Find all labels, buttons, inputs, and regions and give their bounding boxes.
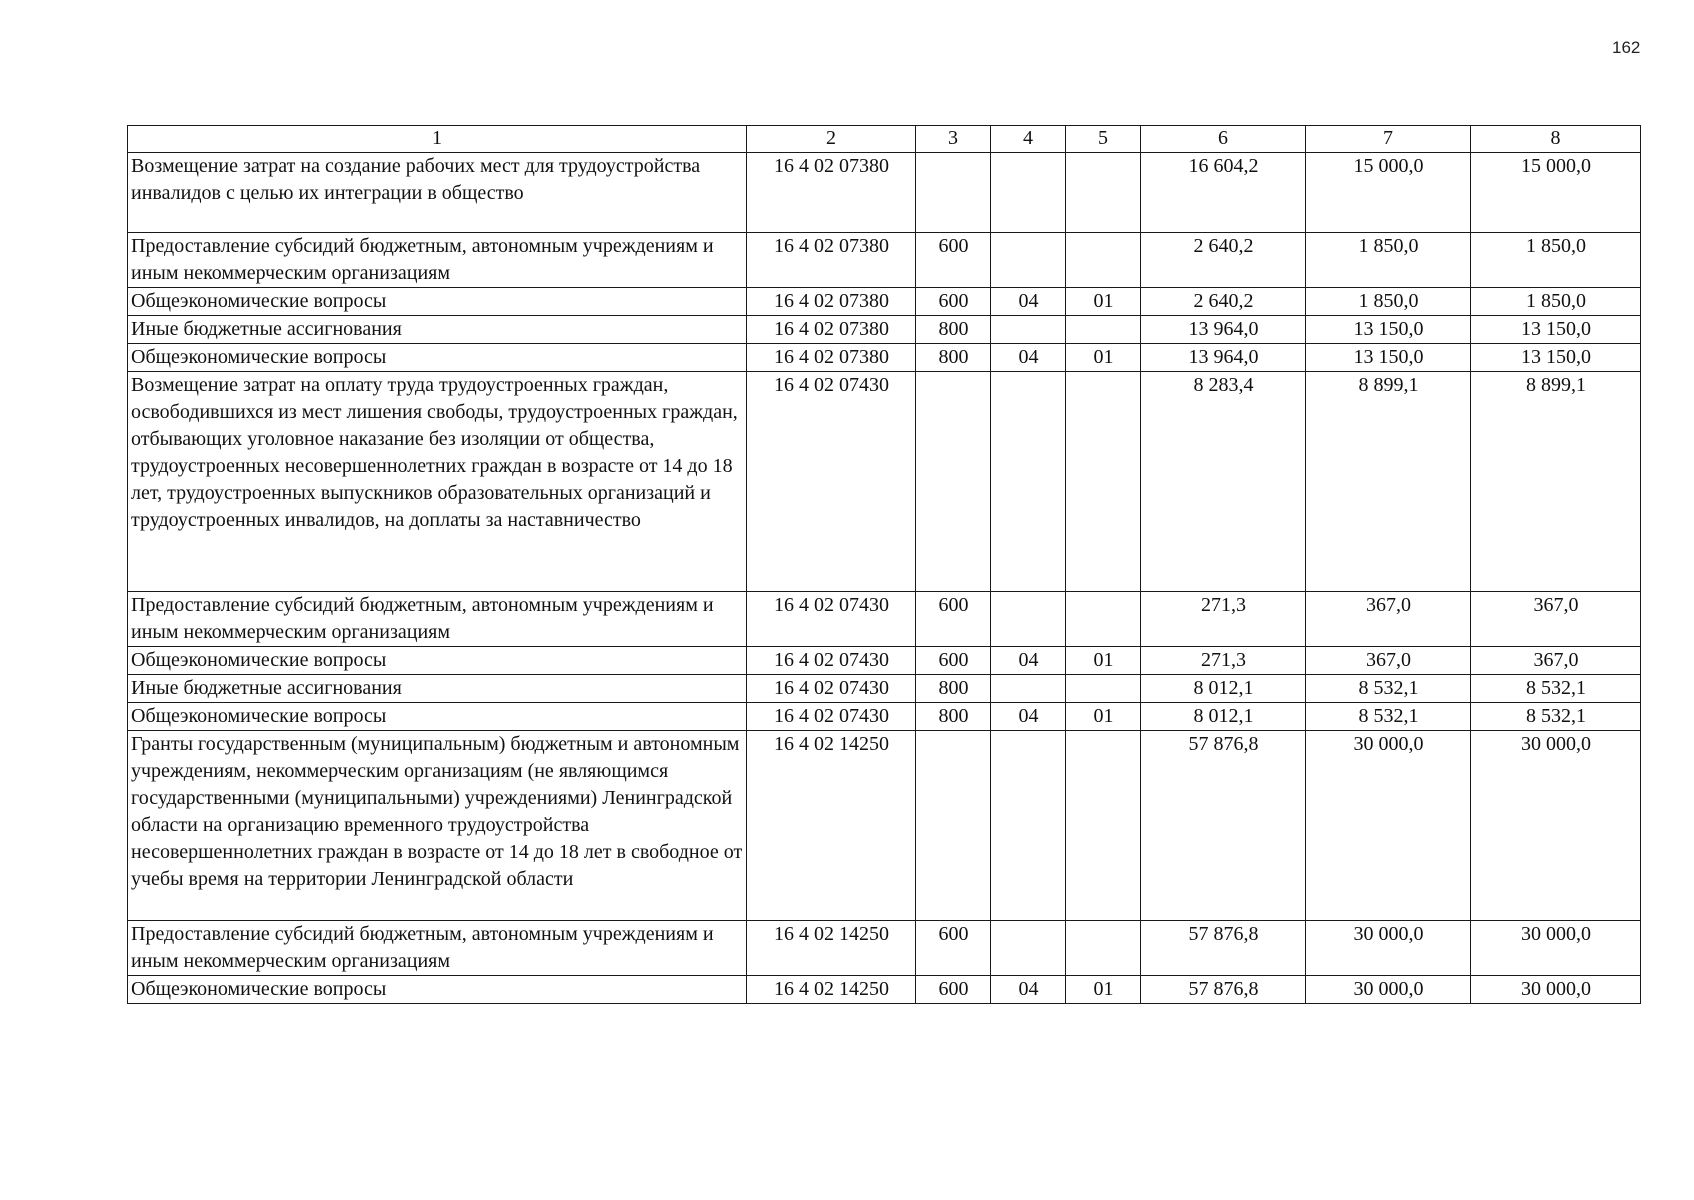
table-row <box>128 372 1641 592</box>
row-name: Иные бюджетные ассигнования <box>128 316 747 344</box>
subsection-code <box>1066 316 1141 344</box>
subsection-code <box>1066 233 1141 288</box>
amount-col-7: 8 899,1 <box>1306 372 1471 592</box>
amount-col-8: 1 850,0 <box>1471 233 1641 288</box>
expense-type-code: 600 <box>916 233 991 288</box>
amount-col-8: 15 000,0 <box>1471 153 1641 233</box>
table-row <box>128 675 1641 703</box>
table-row <box>128 344 1641 372</box>
table-row <box>128 592 1641 647</box>
amount-col-7: 13 150,0 <box>1306 316 1471 344</box>
column-header: 5 <box>1066 126 1141 153</box>
amount-col-7: 367,0 <box>1306 647 1471 675</box>
target-article-code: 16 4 02 07430 <box>747 703 916 731</box>
row-name: Возмещение затрат на оплату труда трудоустроенных граждан, освободившихся из мест лишения свободы, трудоустроенных граждан, отбывающих уголовное наказание без изоляции от общества, трудоустроенных несовершеннолетних граждан в возрасте от 14 до 18 лет, трудоустроенных выпускников образовательных организаций и трудоустроенных инвалидов, на доплаты за наставничество <box>128 372 747 592</box>
expense-type-code <box>916 372 991 592</box>
table-row <box>128 731 1641 921</box>
amount-col-6: 271,3 <box>1141 592 1306 647</box>
expense-type-code: 600 <box>916 921 991 976</box>
subsection-code <box>1066 372 1141 592</box>
amount-col-8: 367,0 <box>1471 647 1641 675</box>
target-article-code: 16 4 02 07380 <box>747 153 916 233</box>
amount-col-7: 8 532,1 <box>1306 675 1471 703</box>
row-name: Общеэкономические вопросы <box>128 703 747 731</box>
subsection-code: 01 <box>1066 976 1141 1004</box>
amount-col-6: 8 012,1 <box>1141 675 1306 703</box>
table-row <box>128 647 1641 675</box>
table-row <box>128 153 1641 233</box>
section-code <box>991 233 1066 288</box>
row-name: Общеэкономические вопросы <box>128 288 747 316</box>
amount-col-6: 57 876,8 <box>1141 976 1306 1004</box>
table-row <box>128 316 1641 344</box>
section-code: 04 <box>991 703 1066 731</box>
column-header: 8 <box>1471 126 1641 153</box>
subsection-code <box>1066 153 1141 233</box>
section-code: 04 <box>991 288 1066 316</box>
expense-type-code: 600 <box>916 976 991 1004</box>
amount-col-7: 8 532,1 <box>1306 703 1471 731</box>
amount-col-6: 8 012,1 <box>1141 703 1306 731</box>
expense-type-code: 800 <box>916 703 991 731</box>
row-name: Гранты государственным (муниципальным) бюджетным и автономным учреждениям, некоммерческим организациям (не являющимся государственными (муниципальными) учреждениями) Ленинградской области на организацию временного трудоустройства несовершеннолетних граждан в возрасте от 14 до 18 лет в свободное от учебы время на территории Ленинградской области <box>128 731 747 921</box>
subsection-code: 01 <box>1066 703 1141 731</box>
column-header: 7 <box>1306 126 1471 153</box>
amount-col-7: 30 000,0 <box>1306 731 1471 921</box>
section-code <box>991 372 1066 592</box>
section-code <box>991 921 1066 976</box>
header-row <box>128 126 1641 153</box>
amount-col-6: 8 283,4 <box>1141 372 1306 592</box>
target-article-code: 16 4 02 07380 <box>747 344 916 372</box>
table-row <box>128 921 1641 976</box>
amount-col-6: 57 876,8 <box>1141 921 1306 976</box>
section-code <box>991 592 1066 647</box>
row-name: Общеэкономические вопросы <box>128 344 747 372</box>
amount-col-6: 13 964,0 <box>1141 316 1306 344</box>
amount-col-8: 8 899,1 <box>1471 372 1641 592</box>
section-code <box>991 316 1066 344</box>
subsection-code <box>1066 675 1141 703</box>
amount-col-8: 13 150,0 <box>1471 344 1641 372</box>
amount-col-6: 57 876,8 <box>1141 731 1306 921</box>
target-article-code: 16 4 02 07380 <box>747 316 916 344</box>
subsection-code: 01 <box>1066 344 1141 372</box>
row-name: Общеэкономические вопросы <box>128 976 747 1004</box>
amount-col-6: 16 604,2 <box>1141 153 1306 233</box>
target-article-code: 16 4 02 07380 <box>747 288 916 316</box>
section-code: 04 <box>991 647 1066 675</box>
section-code: 04 <box>991 976 1066 1004</box>
amount-col-8: 30 000,0 <box>1471 731 1641 921</box>
amount-col-8: 30 000,0 <box>1471 976 1641 1004</box>
section-code <box>991 153 1066 233</box>
table-row <box>128 976 1641 1004</box>
amount-col-8: 8 532,1 <box>1471 703 1641 731</box>
amount-col-6: 271,3 <box>1141 647 1306 675</box>
table-row <box>128 288 1641 316</box>
budget-table <box>127 125 1641 1004</box>
section-code <box>991 731 1066 921</box>
section-code <box>991 675 1066 703</box>
amount-col-7: 30 000,0 <box>1306 976 1471 1004</box>
table-row <box>128 703 1641 731</box>
amount-col-7: 1 850,0 <box>1306 288 1471 316</box>
expense-type-code: 800 <box>916 344 991 372</box>
row-name: Предоставление субсидий бюджетным, автономным учреждениям и иным некоммерческим организациям <box>128 233 747 288</box>
subsection-code <box>1066 592 1141 647</box>
amount-col-8: 8 532,1 <box>1471 675 1641 703</box>
section-code: 04 <box>991 344 1066 372</box>
amount-col-6: 2 640,2 <box>1141 288 1306 316</box>
target-article-code: 16 4 02 07430 <box>747 647 916 675</box>
row-name: Предоставление субсидий бюджетным, автономным учреждениям и иным некоммерческим организациям <box>128 921 747 976</box>
expense-type-code: 800 <box>916 675 991 703</box>
page-number: 162 <box>1612 38 1641 57</box>
target-article-code: 16 4 02 07430 <box>747 372 916 592</box>
amount-col-7: 15 000,0 <box>1306 153 1471 233</box>
target-article-code: 16 4 02 14250 <box>747 976 916 1004</box>
expense-type-code: 800 <box>916 316 991 344</box>
column-header: 1 <box>128 126 747 153</box>
subsection-code <box>1066 731 1141 921</box>
table-row <box>128 233 1641 288</box>
column-header: 3 <box>916 126 991 153</box>
amount-col-7: 1 850,0 <box>1306 233 1471 288</box>
column-header: 4 <box>991 126 1066 153</box>
column-header: 6 <box>1141 126 1306 153</box>
target-article-code: 16 4 02 14250 <box>747 731 916 921</box>
column-header: 2 <box>747 126 916 153</box>
amount-col-6: 13 964,0 <box>1141 344 1306 372</box>
target-article-code: 16 4 02 07430 <box>747 675 916 703</box>
subsection-code <box>1066 921 1141 976</box>
row-name: Предоставление субсидий бюджетным, автономным учреждениям и иным некоммерческим организациям <box>128 592 747 647</box>
amount-col-8: 367,0 <box>1471 592 1641 647</box>
amount-col-6: 2 640,2 <box>1141 233 1306 288</box>
target-article-code: 16 4 02 14250 <box>747 921 916 976</box>
target-article-code: 16 4 02 07430 <box>747 592 916 647</box>
amount-col-7: 13 150,0 <box>1306 344 1471 372</box>
row-name: Общеэкономические вопросы <box>128 647 747 675</box>
row-name: Возмещение затрат на создание рабочих мест для трудоустройства инвалидов с целью их интеграции в общество <box>128 153 747 233</box>
expense-type-code: 600 <box>916 647 991 675</box>
amount-col-7: 30 000,0 <box>1306 921 1471 976</box>
expense-type-code <box>916 153 991 233</box>
amount-col-8: 30 000,0 <box>1471 921 1641 976</box>
subsection-code: 01 <box>1066 288 1141 316</box>
expense-type-code <box>916 731 991 921</box>
expense-type-code: 600 <box>916 288 991 316</box>
row-name: Иные бюджетные ассигнования <box>128 675 747 703</box>
amount-col-8: 1 850,0 <box>1471 288 1641 316</box>
amount-col-8: 13 150,0 <box>1471 316 1641 344</box>
amount-col-7: 367,0 <box>1306 592 1471 647</box>
subsection-code: 01 <box>1066 647 1141 675</box>
expense-type-code: 600 <box>916 592 991 647</box>
target-article-code: 16 4 02 07380 <box>747 233 916 288</box>
